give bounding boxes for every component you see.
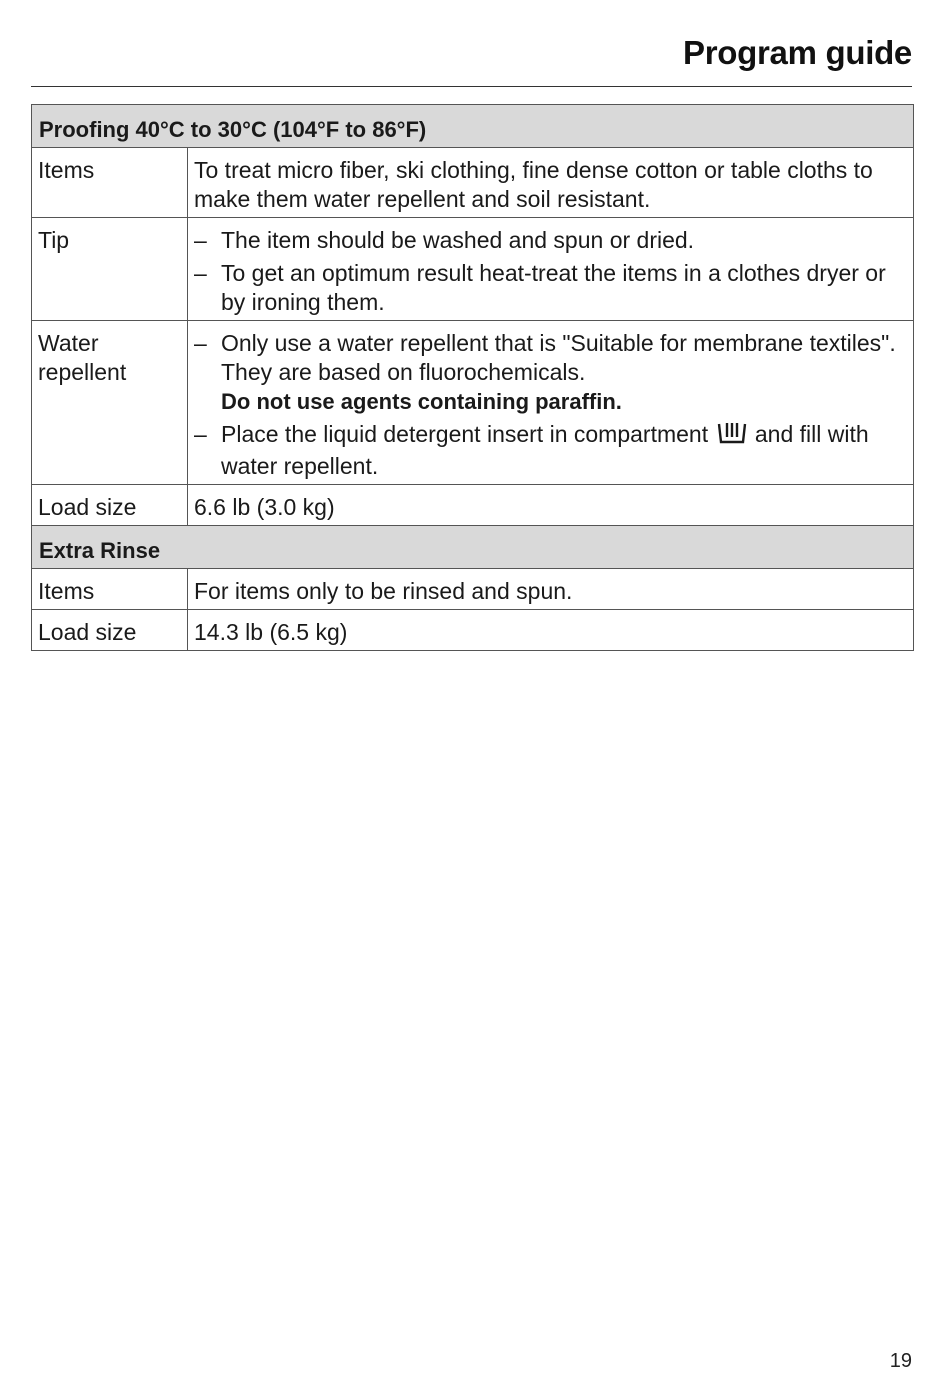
dash-mark: – <box>194 227 207 253</box>
table-row-load-size <box>32 485 914 526</box>
tip-text: To get an optimum result heat-treat the items in a clothes dryer or by ironing them. <box>221 260 886 315</box>
row-label-items: Items <box>32 148 188 218</box>
water-repellent-text: Only use a water repellent that is "Suitable for membrane textiles". They are based on fluorochemicals. <box>221 330 896 385</box>
program-guide-table <box>31 104 914 651</box>
tip-text: The item should be washed and spun or dried. <box>221 227 695 253</box>
tip-list-item <box>194 226 906 255</box>
row-label-load-size: Load size <box>32 485 188 526</box>
page-number: 19 <box>889 1350 912 1372</box>
table-row-load-size <box>32 610 914 651</box>
row-label-items: Items <box>32 569 188 610</box>
water-repellent-list-item <box>194 329 906 416</box>
tip-list-item <box>194 259 906 317</box>
row-value-load-size: 6.6 lb (3.0 kg) <box>188 485 914 526</box>
row-value-water-repellent <box>188 321 914 485</box>
table-row-water-repellent <box>32 321 914 485</box>
section-heading-proofing: Proofing 40°C to 30°C (104°F to 86°F) <box>32 105 914 148</box>
section-heading-row <box>32 105 914 148</box>
row-label-load-size: Load size <box>32 610 188 651</box>
dash-mark: – <box>194 260 207 286</box>
section-heading-row <box>32 526 914 569</box>
section-heading-extra-rinse: Extra Rinse <box>32 526 914 569</box>
row-value-items: To treat micro fiber, ski clothing, fine dense cotton or table cloths to make them water repellent and soil resistant. <box>188 148 914 218</box>
page-header <box>31 30 912 87</box>
row-value-items: For items only to be rinsed and spun. <box>188 569 914 610</box>
compartment-text-before: Place the liquid detergent insert in compartment <box>221 421 709 447</box>
table-row-items <box>32 148 914 218</box>
row-label-tip: Tip <box>32 218 188 321</box>
tip-list <box>194 226 906 317</box>
row-value-load-size: 14.3 lb (6.5 kg) <box>188 610 914 651</box>
row-value-tip <box>188 218 914 321</box>
row-label-water-repellent: Water repellent <box>32 321 188 485</box>
softener-compartment-icon <box>717 421 747 452</box>
table-row-tip <box>32 218 914 321</box>
compartment-text-after: and fill with water repellent. <box>221 421 869 479</box>
water-repellent-list-item <box>194 420 906 481</box>
table-row-items <box>32 569 914 610</box>
dash-mark: – <box>194 330 207 356</box>
water-repellent-list <box>194 329 906 481</box>
page-title: Program guide <box>683 34 912 71</box>
dash-mark: – <box>194 421 207 447</box>
paraffin-warning: Do not use agents containing paraffin. <box>221 389 622 414</box>
